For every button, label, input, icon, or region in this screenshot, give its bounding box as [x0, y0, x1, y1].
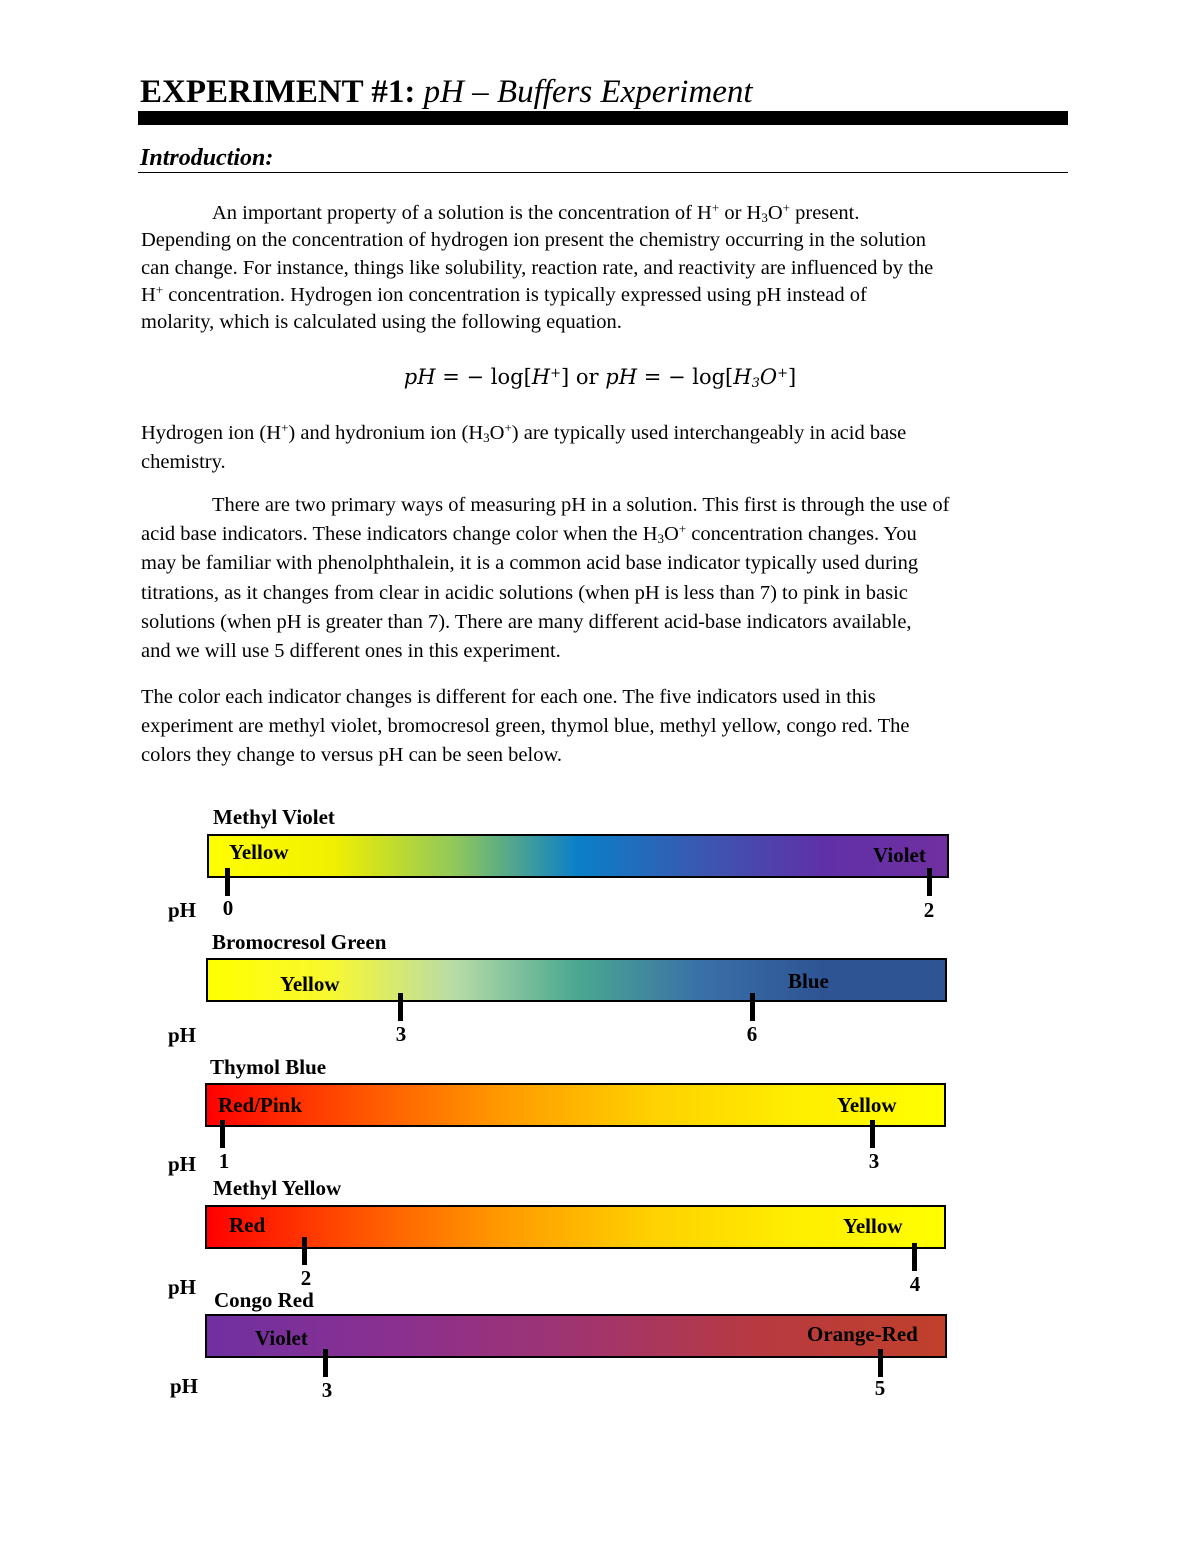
ph-equation: pH = − log[H+] or pH = − $\log[H_3O^+]$ — [403, 365, 797, 391]
ph-axis-label: pH — [168, 1152, 197, 1176]
ph-tick-congo-red-high — [878, 1349, 883, 1377]
ph-tick-label: 2 — [923, 898, 935, 922]
indicator-high-color-thymol-blue: Yellow — [837, 1093, 897, 1117]
ph-tick-thymol-blue-low — [220, 1120, 225, 1148]
indicator-bar-thymol-blue — [205, 1083, 946, 1127]
p3-line-1: There are two primary ways of measuring pH in a solution. This first is through the use of — [212, 494, 950, 516]
indicator-high-color-methyl-yellow: Yellow — [843, 1214, 903, 1238]
indicator-low-color-congo-red: Violet — [255, 1326, 308, 1350]
indicator-high-color-congo-red: Orange-Red — [807, 1322, 918, 1346]
section-rule — [138, 172, 1068, 173]
p3-line-3: may be familiar with phenolphthalein, it is a common acid base indicator typically used during — [141, 552, 919, 575]
indicator-name-congo-red: Congo Red — [214, 1288, 314, 1312]
ph-axis-label: pH — [168, 1275, 197, 1299]
ph-tick-methyl-violet-high — [927, 868, 932, 896]
ph-tick-label: 3 — [321, 1378, 333, 1402]
p2-line-1: Hydrogen ion (H+) and hydronium ion $(H_3O^+)$ are typically used interchangeably in acid base — [141, 420, 907, 445]
p1-line-1: An important property of a solution is the concentration of H+ or $H_3O^+$ present. — [212, 200, 860, 225]
title-prefix: EXPERIMENT #1: — [140, 74, 416, 110]
p4-line-3: colors they change to versus pH can be seen below. — [141, 744, 563, 766]
p3-line-2: acid base indicators. These indicators change color when the $H_3O^+$ concentration changes. You — [141, 521, 917, 547]
indicator-low-color-bromocresol-green: Yellow — [280, 972, 340, 996]
page-title — [140, 72, 753, 112]
ph-tick-label: 3 — [868, 1149, 880, 1173]
ph-tick-bromocresol-green-low — [398, 993, 403, 1021]
indicator-name-thymol-blue: Thymol Blue — [210, 1055, 327, 1079]
indicator-name-bromocresol-green: Bromocresol Green — [212, 930, 387, 954]
ph-tick-methyl-yellow-low — [302, 1237, 307, 1265]
indicator-bar-methyl-yellow — [205, 1205, 946, 1249]
indicator-low-color-methyl-violet: Yellow — [229, 840, 289, 864]
indicator-low-color-thymol-blue: Red/Pink — [218, 1093, 303, 1117]
ph-tick-label: 0 — [222, 896, 234, 920]
ph-tick-bromocresol-green-high — [750, 993, 755, 1021]
ph-axis-label: pH — [170, 1374, 199, 1398]
section-heading: Introduction: — [140, 145, 274, 171]
p3-line-4: titrations, as it changes from clear in acidic solutions (when pH is less than 7) to pink in basic — [141, 581, 908, 604]
indicator-high-color-bromocresol-green: Blue — [788, 969, 829, 993]
title-rule — [138, 111, 1068, 125]
ph-tick-methyl-violet-low — [225, 868, 230, 896]
p1-line-4: H+ concentration. Hydrogen ion concentration is typically expressed using pH instead of — [141, 281, 867, 306]
indicator-bar-methyl-violet — [207, 834, 949, 878]
paragraph-2 — [141, 419, 1066, 477]
ph-tick-label: 5 — [874, 1376, 886, 1400]
indicator-name-methyl-violet: Methyl Violet — [213, 805, 335, 829]
p4-line-2: experiment are methyl violet, bromocresol green, thymol blue, methyl yellow, congo red. The — [141, 715, 910, 737]
p3-line-6: and we will use 5 different ones in this experiment. — [141, 640, 561, 663]
p1-line-5: molarity, which is calculated using the following equation. — [141, 311, 622, 334]
paragraph-3 — [141, 491, 1066, 666]
indicator-high-color-methyl-violet: Violet — [873, 843, 926, 867]
p1-line-3: can change. For instance, things like solubility, reaction rate, and reactivity are influenced by the — [141, 256, 934, 279]
ph-tick-label: 1 — [218, 1149, 230, 1173]
ph-tick-label: 3 — [395, 1022, 407, 1046]
indicator-name-methyl-yellow: Methyl Yellow — [213, 1176, 342, 1200]
ph-tick-thymol-blue-high — [870, 1120, 875, 1148]
paragraph-1 — [141, 200, 1066, 336]
indicator-low-color-methyl-yellow: Red — [229, 1213, 266, 1237]
p3-line-5: solutions (when pH is greater than 7). There are many different acid-base indicators available, — [141, 610, 912, 633]
ph-tick-congo-red-low — [323, 1349, 328, 1377]
ph-tick-label: 6 — [746, 1022, 758, 1046]
ph-axis-label: pH — [168, 1023, 197, 1047]
ph-tick-label: 4 — [909, 1272, 921, 1296]
p1-line-2: Depending on the concentration of hydrogen ion present the chemistry occurring in the solution — [141, 229, 927, 252]
paragraph-4 — [141, 683, 1066, 770]
title-subtitle: pH – Buffers Experiment — [423, 74, 753, 110]
p4-line-1: The color each indicator changes is different for each one. The five indicators used in this — [141, 686, 876, 708]
ph-axis-label: pH — [168, 898, 197, 922]
p2-line-2: chemistry. — [141, 451, 226, 473]
ph-tick-methyl-yellow-high — [912, 1243, 917, 1271]
ph-tick-label: 2 — [300, 1266, 312, 1290]
